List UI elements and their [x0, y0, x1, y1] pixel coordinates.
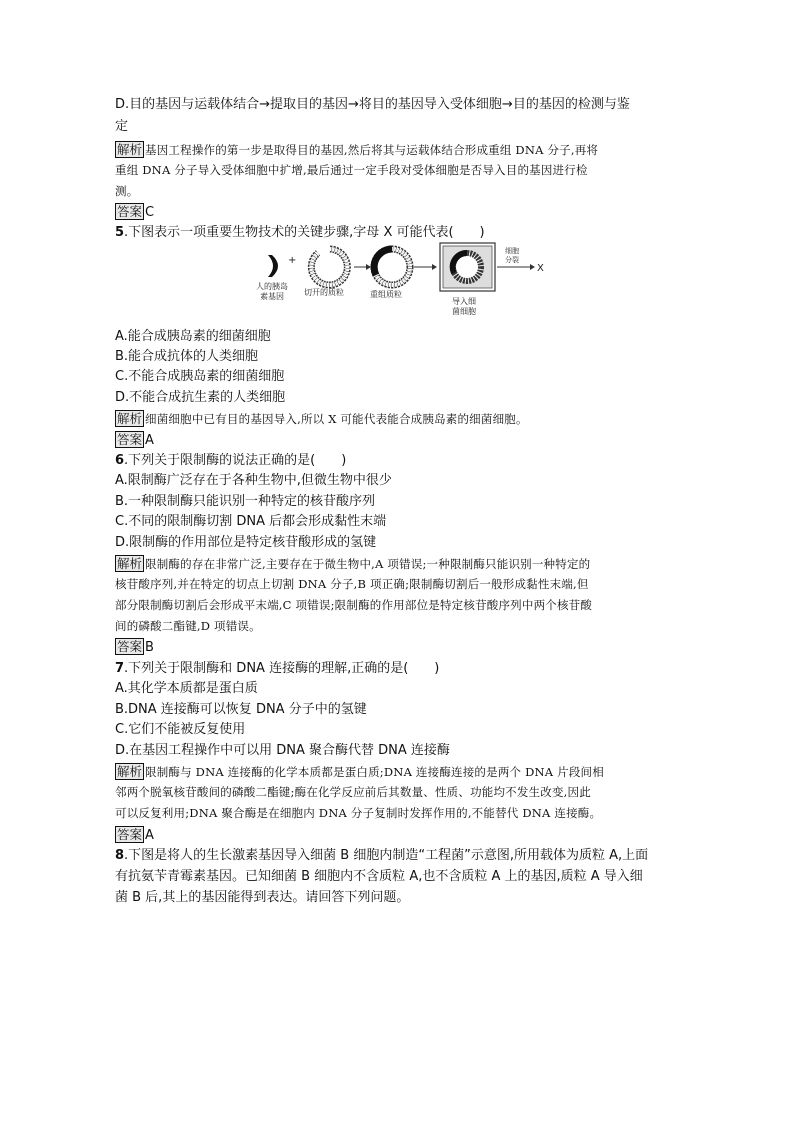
label-division-1: 细胞	[505, 247, 519, 255]
q4-analysis-text1: 基因工程操作的第一步是取得目的基因,然后将其与运载体结合形成重组 DNA 分子,再将	[145, 143, 599, 157]
q7-number: 7	[115, 661, 125, 676]
q5-option-b: B.能合成抗体的人类细胞	[115, 349, 259, 364]
q8-number: 8	[115, 848, 125, 863]
analysis-tag: 解析	[117, 142, 143, 157]
q7-analysis-line1	[115, 763, 604, 781]
label-gene-2: 素基因	[260, 292, 284, 301]
q7-analysis-text1: 限制酶与 DNA 连接酶的化学本质都是蛋白质;DNA 连接酶连接的是两个 DNA 片段间相	[145, 765, 604, 779]
label-division-2: 分裂	[505, 256, 519, 264]
q4-analysis-line2: 重组 DNA 分子导入受体细胞中扩增,最后通过一定手段对受体细胞是否导入目的基因进行检	[115, 163, 588, 177]
label-x: X	[537, 263, 544, 274]
answer-tag: 答案	[117, 827, 143, 842]
q8-stem-line2: 有抗氨苄青霉素基因。已知细菌 B 细胞内不含质粒 A,也不含质粒 A 上的基因,质粒 A 导入细	[115, 869, 643, 884]
q5-analysis-text1: 细菌细胞中已有目的基因导入,所以 X 可能代表能合成胰岛素的细菌细胞。	[145, 412, 528, 426]
answer-tag: 答案	[117, 639, 143, 654]
q8-stem-text1: .下图是将人的生长激素基因导入细菌 B 细胞内制造“工程菌”示意图,所用载体为质粒 A,上面	[124, 848, 649, 863]
q5-option-c: C.不能合成胰岛素的细菌细胞	[115, 369, 285, 384]
q7-analysis-line2: 邻两个脱氧核苷酸间的磷酸二酯键;酶在化学反应前后其数量、性质、功能均不发生改变,因此	[115, 785, 591, 799]
q7-option-d: D.在基因工程操作中可以用 DNA 聚合酶代替 DNA 连接酶	[115, 743, 450, 758]
q5-analysis-line1	[115, 410, 528, 428]
q6-option-a: A.限制酶广泛存在于各种生物中,但微生物中很少	[115, 473, 392, 488]
q7-answer-line	[115, 826, 154, 845]
q4-analysis-line3: 测。	[115, 184, 139, 198]
q7-option-a: A.其化学本质都是蛋白质	[115, 681, 258, 696]
gene-fragment-icon	[268, 255, 278, 277]
analysis-tag: 解析	[117, 411, 143, 426]
q5-option-d: D.不能合成抗生素的人类细胞	[115, 390, 286, 405]
q6-stem: .下列关于限制酶的说法正确的是( )	[124, 453, 347, 468]
q5-answer-line	[115, 431, 154, 450]
q6-analysis-line1	[115, 555, 590, 573]
q6-analysis-line3: 部分限制酶切割后会形成平末端,C 项错误;限制酶的作用部位是特定核苷酸序列中两个核苷酸	[115, 598, 593, 612]
q8-stem-line3: 菌 B 后,其上的基因能得到表达。请回答下列问题。	[115, 890, 410, 905]
cut-plasmid-pattern	[311, 249, 347, 285]
analysis-tag: 解析	[117, 764, 143, 779]
label-plus: +	[288, 255, 297, 266]
answer-tag: 答案	[117, 204, 143, 219]
q4-answer-line	[115, 203, 154, 222]
q6-analysis-line4: 间的磷酸二酯键,D 项错误。	[115, 619, 261, 633]
analysis-tag: 解析	[117, 556, 143, 571]
q6-option-c: C.不同的限制酶切割 DNA 后都会形成黏性末端	[115, 514, 387, 529]
q7-analysis-line3: 可以反复利用;DNA 聚合酶是在细胞内 DNA 分子复制时发挥作用的,不能替代 DNA 连接酶。	[115, 806, 602, 820]
q7-option-b: B.DNA 连接酶可以恢复 DNA 分子中的氢键	[115, 702, 367, 717]
q7-option-c: C.它们不能被反复使用	[115, 722, 246, 737]
label-cut-plasmid: 切开的质粒	[304, 288, 344, 297]
q6-stem-line	[115, 452, 346, 470]
q6-number: 6	[115, 453, 125, 468]
label-gene-1: 人的胰岛	[256, 282, 288, 291]
q4-option-d-line2: 定	[115, 119, 129, 134]
inserted-gene-segment	[374, 249, 392, 275]
q6-answer: B	[145, 640, 154, 655]
label-import-1: 导入细	[452, 297, 476, 306]
q6-analysis-line2: 核苷酸序列,并在特定的切点上切割 DNA 分子,B 项正确;限制酶切割后一般形成黏性末端,但	[115, 577, 589, 591]
q7-answer: A	[145, 828, 154, 843]
q6-analysis-text1: 限制酶的存在非常广泛,主要存在于微生物中,A 项错误;一种限制酶只能识别一种特定的	[145, 557, 591, 571]
q4-answer: C	[145, 205, 155, 220]
q5-number: 5	[115, 225, 125, 240]
q7-stem: .下列关于限制酶和 DNA 连接酶的理解,正确的是( )	[124, 661, 440, 676]
q5-answer: A	[145, 433, 154, 448]
q6-answer-line	[115, 638, 154, 657]
q5-stem: .下图表示一项重要生物技术的关键步骤,字母 X 可能代表( )	[124, 225, 485, 240]
q8-stem-line1	[115, 847, 648, 865]
q4-option-d-line1: D.目的基因与运载体结合→提取目的基因→将目的基因导入受体细胞→目的基因的检测与鉴	[115, 97, 630, 112]
answer-tag: 答案	[117, 432, 143, 447]
q6-option-d: D.限制酶的作用部位是特定核苷酸形成的氢键	[115, 535, 377, 550]
q4-analysis-line1	[115, 141, 598, 159]
q5-stem-line	[115, 224, 485, 242]
q7-stem-line	[115, 660, 439, 678]
q6-option-b: B.一种限制酶只能识别一种特定的核苷酸序列	[115, 494, 376, 509]
label-import-2: 菌细胞	[452, 307, 476, 316]
gene-engineering-figure	[250, 241, 550, 321]
label-recombinant: 重组质粒	[370, 290, 402, 299]
q5-option-a: A.能合成胰岛素的细菌细胞	[115, 329, 271, 344]
